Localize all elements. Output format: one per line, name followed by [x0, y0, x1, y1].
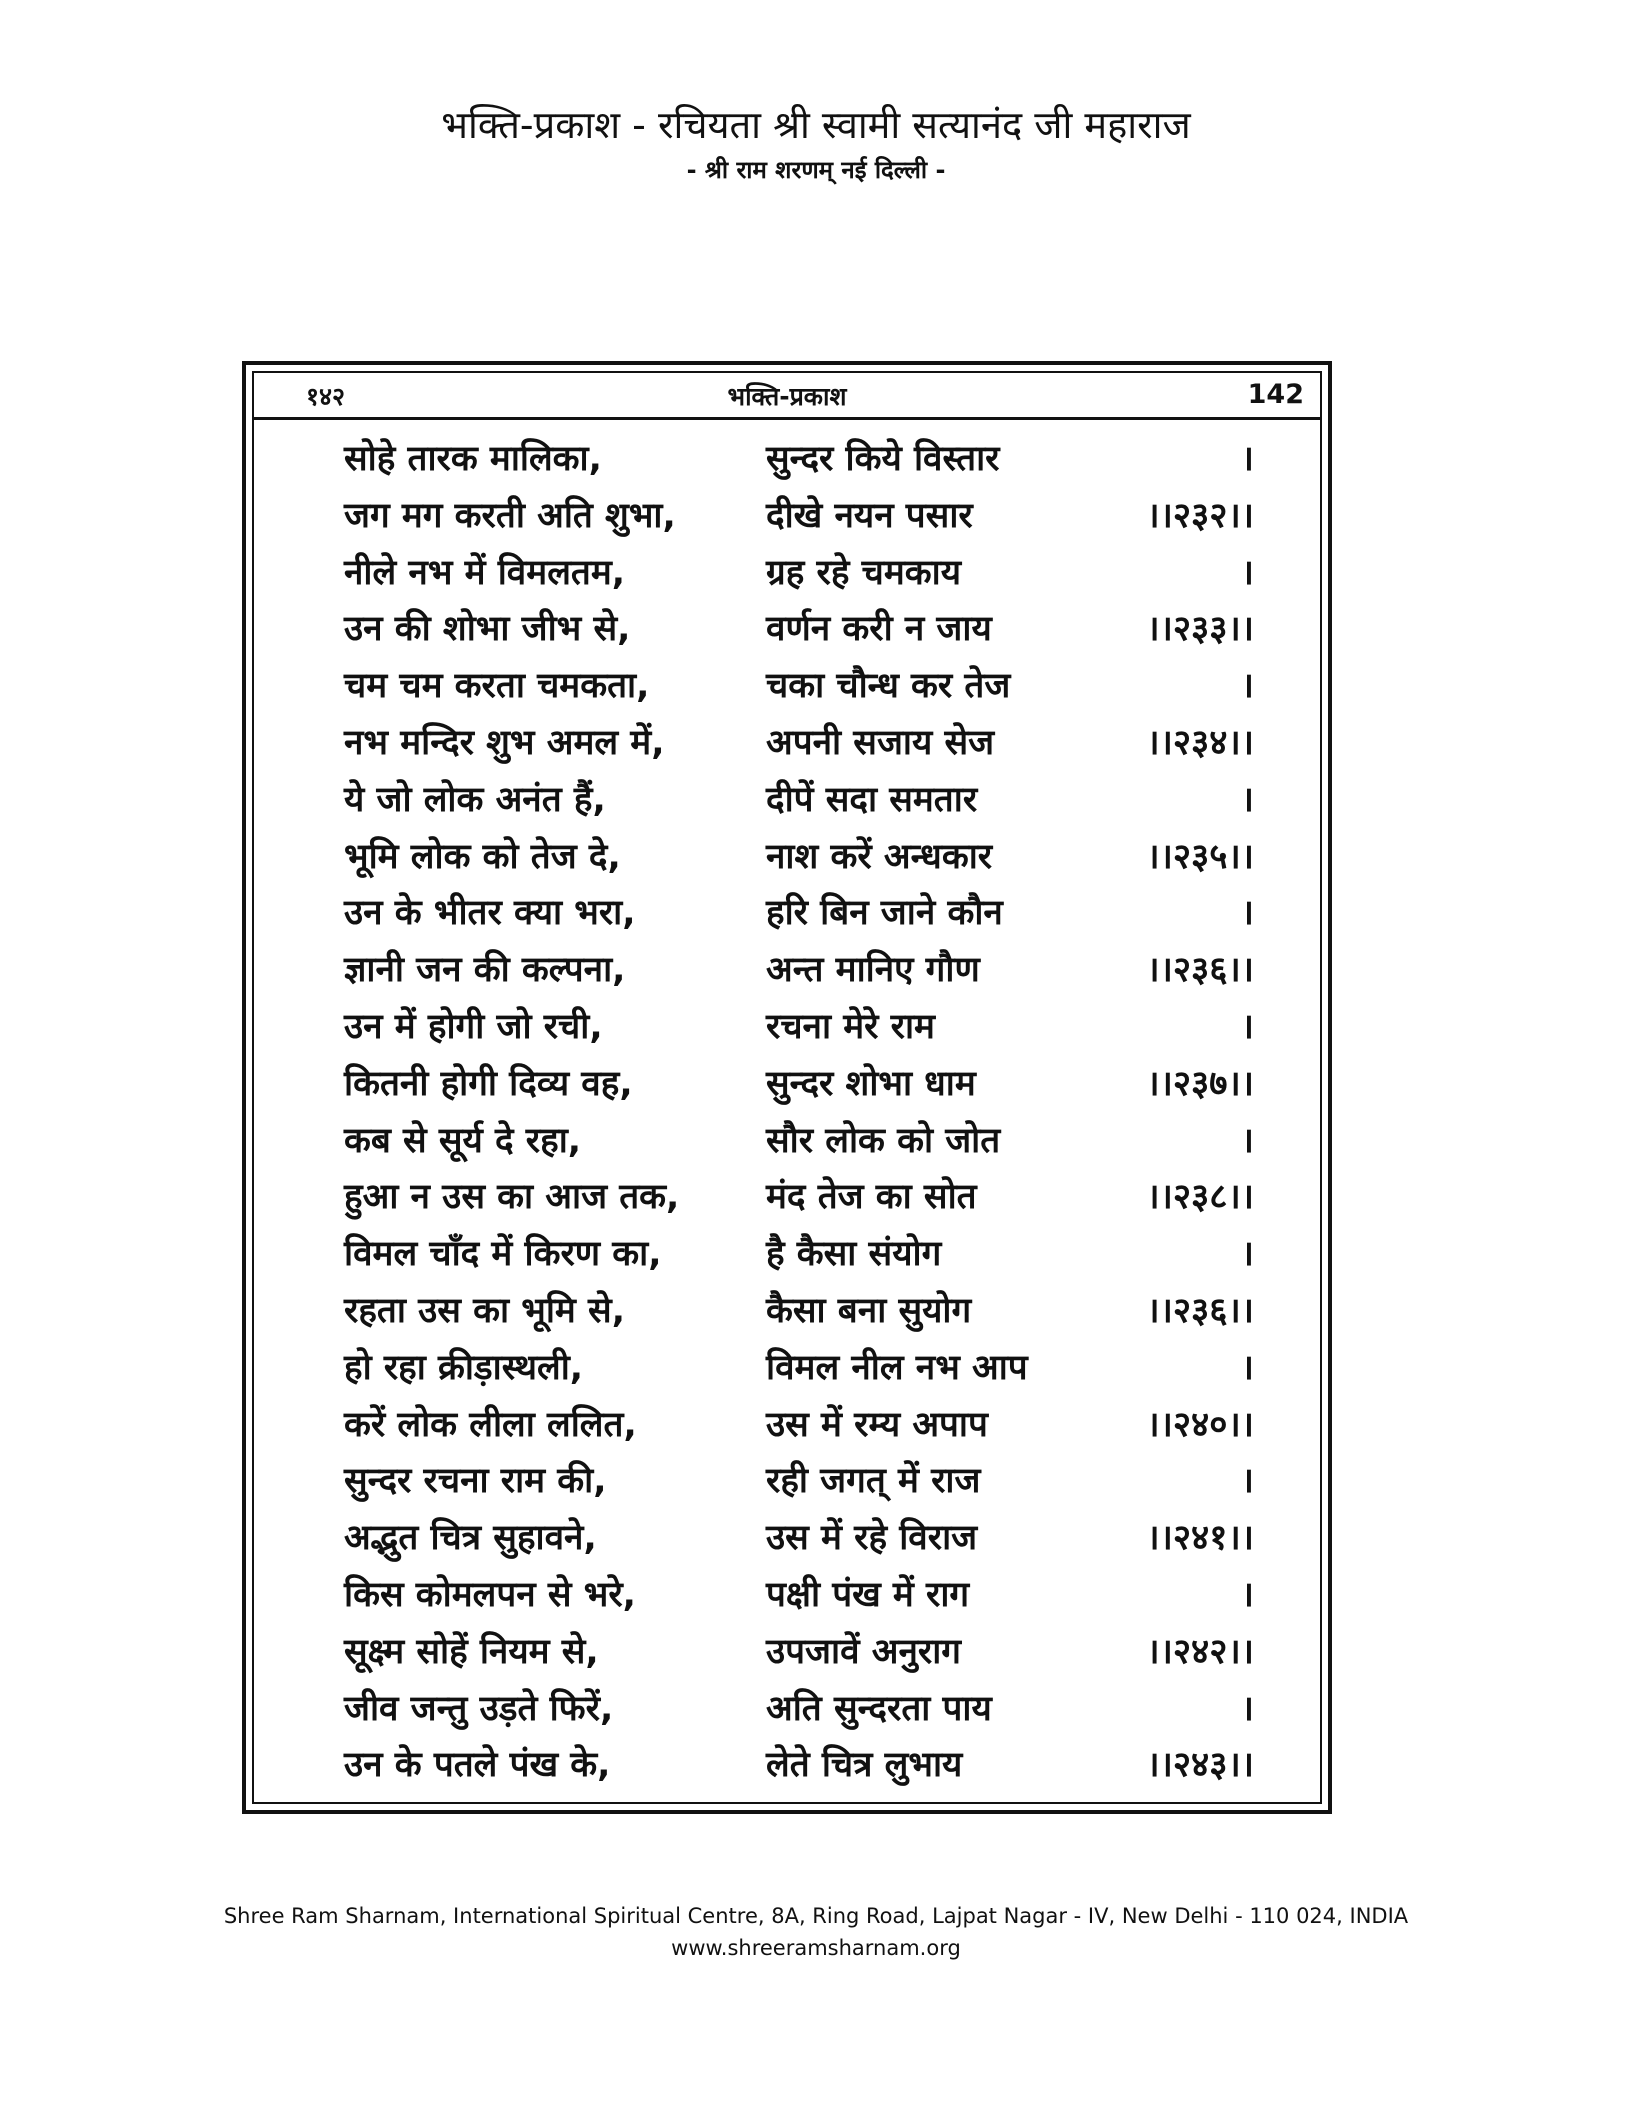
verse-second-half: अन्त मानिए गौण: [766, 950, 980, 991]
verse-ending: ।।२४३।।: [1146, 1745, 1254, 1786]
verse-second-half: रही जगत् में राज: [766, 1461, 981, 1502]
page-number-devanagari: १४२: [306, 382, 346, 411]
verse-line: [344, 1737, 1254, 1794]
verse-first-half: नीले नभ में विमलतम,: [344, 552, 626, 593]
verse-second-half: अपनी सजाय सेज: [766, 722, 995, 763]
verse-first-half: कब से सूर्य दे रहा,: [344, 1120, 582, 1161]
verse-second-half: उपजावें अनुराग: [766, 1631, 961, 1672]
verse-first-half: उन के भीतर क्या भरा,: [344, 893, 636, 934]
verse-first-half: उन में होगी जो रची,: [344, 1006, 603, 1047]
running-title: भक्ति-प्रकाश: [727, 382, 847, 411]
verse-first-half: उन की शोभा जीभ से,: [344, 609, 631, 650]
verse-line: [344, 942, 1254, 999]
verse-second-half: है कैसा संयोग: [766, 1234, 942, 1275]
verse-first-half: विमल चाँद में किरण का,: [344, 1234, 662, 1275]
verse-second-half: दीखे नयन पसार: [766, 495, 973, 536]
verse-first-half: चम चम करता चमकता,: [344, 666, 650, 707]
verse-second-half: चका चौन्ध कर तेज: [766, 666, 1011, 707]
verse-first-half: सोहे तारक मालिका,: [344, 439, 602, 479]
verse-line: [344, 1397, 1254, 1454]
verse-second-half: लेते चित्र लुभाय: [766, 1745, 963, 1786]
verse-ending: ।: [1240, 1347, 1254, 1388]
verse-second-half: दीपें सदा समतार: [766, 779, 978, 820]
verse-first-half: किस कोमलपन से भरे,: [344, 1574, 636, 1615]
verse-line: [344, 1283, 1254, 1340]
verse-ending: ।: [1240, 1120, 1254, 1161]
verse-line: [344, 999, 1254, 1056]
verse-line: [344, 1169, 1254, 1226]
verse-second-half: मंद तेज का सोत: [766, 1177, 977, 1218]
verse-ending: ।।२३५।।: [1146, 836, 1254, 877]
document-title: भक्ति-प्रकाश - रचियता श्री स्वामी सत्यानंद जी महाराज: [441, 103, 1191, 147]
verse-ending: ।: [1240, 666, 1254, 707]
verse-second-half: उस में रम्य अपाप: [766, 1404, 988, 1445]
verse-second-half: नाश करें अन्धकार: [766, 836, 993, 877]
verse-line: [344, 1113, 1254, 1170]
verse-first-half: ज्ञानी जन की कल्पना,: [344, 950, 626, 991]
verse-first-half: उन के पतले पंख के,: [344, 1745, 611, 1786]
verse-first-half: जग मग करती अति शुभा,: [344, 495, 676, 536]
verse-second-half: उस में रहे विराज: [766, 1518, 978, 1559]
verse-line: [344, 1340, 1254, 1397]
verse-ending: ।।२३६।।: [1146, 1290, 1254, 1331]
page-number: 142: [1247, 379, 1304, 410]
verse-ending: ।।२३८।।: [1146, 1177, 1254, 1218]
verse-first-half: भूमि लोक को तेज दे,: [344, 836, 621, 877]
verse-first-half: नभ मन्दिर शुभ अमल में,: [344, 722, 665, 763]
verse-line: [344, 1056, 1254, 1113]
verse-line: [344, 1453, 1254, 1510]
verse-line: [344, 1624, 1254, 1681]
verse-second-half: अति सुन्दरता पाय: [766, 1688, 992, 1729]
verse-second-half: विमल नील नभ आप: [766, 1347, 1028, 1388]
verse-ending: ।।२३७।।: [1146, 1063, 1254, 1104]
verse-first-half: कितनी होगी दिव्य वह,: [344, 1063, 633, 1104]
verse-line: [344, 1681, 1254, 1738]
verse-ending: ।।२३६।।: [1146, 950, 1254, 991]
verse-first-half: सुन्दर रचना राम की,: [344, 1461, 607, 1502]
verse-ending: ।: [1240, 779, 1254, 820]
verse-ending: ।: [1240, 1006, 1254, 1047]
verse-first-half: जीव जन्तु उड़ते फिरें,: [344, 1688, 614, 1729]
verse-list: [344, 431, 1254, 1794]
verse-ending: ।।२४१।।: [1146, 1518, 1254, 1559]
verse-line: [344, 885, 1254, 942]
verse-line: [344, 1510, 1254, 1567]
verse-line: [344, 545, 1254, 602]
document-footer: [0, 1900, 1632, 1964]
verse-second-half: सौर लोक को जोत: [766, 1120, 1001, 1161]
verse-line: [344, 772, 1254, 829]
verse-ending: ।: [1240, 1574, 1254, 1615]
verse-ending: ।।२३४।।: [1146, 722, 1254, 763]
verse-ending: ।: [1240, 893, 1254, 934]
verse-line: [344, 1567, 1254, 1624]
verse-first-half: ये जो लोक अनंत हैं,: [344, 779, 606, 820]
verse-first-half: करें लोक लीला ललित,: [344, 1404, 637, 1445]
verse-second-half: कैसा बना सुयोग: [766, 1290, 972, 1331]
verse-first-half: हुआ न उस का आज तक,: [344, 1177, 680, 1218]
verse-ending: ।।२४०।।: [1146, 1404, 1254, 1445]
verse-first-half: रहता उस का भूमि से,: [344, 1290, 625, 1331]
verse-second-half: वर्णन करी न जाय: [766, 609, 992, 650]
verse-line: [344, 829, 1254, 886]
verse-ending: ।: [1240, 552, 1254, 593]
verse-first-half: अद्भुत चित्र सुहावने,: [344, 1518, 597, 1559]
verse-ending: ।।२३३।।: [1146, 609, 1254, 650]
verse-line: [344, 715, 1254, 772]
verse-line: [344, 1226, 1254, 1283]
document-subtitle: - श्री राम शरणम् नई दिल्ली -: [686, 156, 946, 184]
verse-first-half: हो रहा क्रीड़ास्थली,: [344, 1347, 584, 1388]
verse-ending: ।: [1240, 1688, 1254, 1729]
scanned-page-frame: [242, 361, 1332, 1814]
footer-website: www.shreeramsharnam.org: [671, 1936, 961, 1960]
document-header: [0, 100, 1632, 190]
verse-line: [344, 601, 1254, 658]
verse-second-half: ग्रह रहे चमकाय: [766, 552, 961, 593]
verse-line: [344, 658, 1254, 715]
verse-ending: ।।२४२।।: [1146, 1631, 1254, 1672]
page-running-header: [254, 373, 1320, 420]
verse-ending: ।: [1240, 439, 1254, 479]
verse-second-half: सुन्दर किये विस्तार: [766, 439, 1000, 479]
verse-ending: ।: [1240, 1461, 1254, 1502]
verse-second-half: सुन्दर शोभा धाम: [766, 1063, 976, 1104]
verse-line: [344, 431, 1254, 488]
scanned-page-inner-frame: [252, 371, 1322, 1804]
verse-second-half: रचना मेरे राम: [766, 1006, 935, 1047]
verse-second-half: पक्षी पंख में राग: [766, 1574, 970, 1615]
verse-first-half: सूक्ष्म सोहें नियम से,: [344, 1631, 599, 1672]
verse-ending: ।: [1240, 1234, 1254, 1275]
footer-address: Shree Ram Sharnam, International Spiritual Centre, 8A, Ring Road, Lajpat Nagar - IV, New Delhi - 110 024, INDIA: [223, 1904, 1409, 1928]
verse-ending: ।।२३२।।: [1146, 495, 1254, 536]
verse-second-half: हरि बिन जाने कौन: [766, 893, 1003, 934]
verse-line: [344, 488, 1254, 545]
